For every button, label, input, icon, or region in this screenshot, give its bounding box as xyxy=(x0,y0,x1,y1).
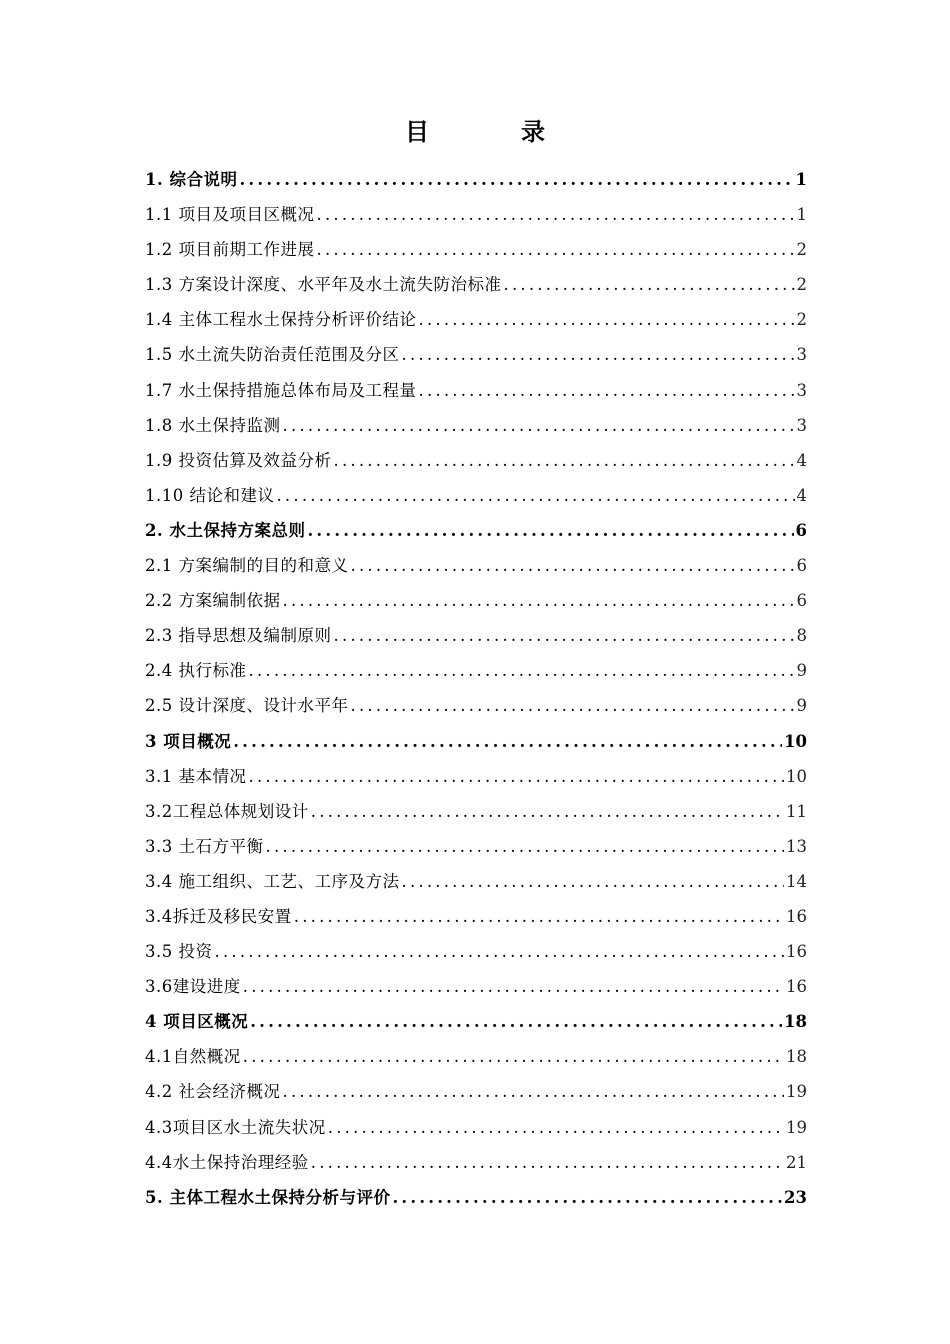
toc-entry-page-number: 3 xyxy=(796,415,807,435)
toc-entry-page-number: 9 xyxy=(796,696,807,716)
toc-entry[interactable] xyxy=(145,1110,807,1145)
toc-entry-label: 1.7 水土保持措施总体布局及工程量 xyxy=(145,380,417,400)
toc-entry-label: 3 项目概况 xyxy=(145,731,232,751)
toc-entry[interactable] xyxy=(145,1180,807,1215)
toc-entry-page-number: 10 xyxy=(786,766,807,786)
toc-dot-leader xyxy=(276,478,794,513)
toc-dot-leader xyxy=(392,1180,782,1215)
toc-entry-page-number: 1 xyxy=(796,205,807,225)
toc-entry-page-number: 18 xyxy=(784,1012,807,1032)
toc-entry-page-number: 10 xyxy=(784,731,807,751)
toc-dot-leader xyxy=(504,267,795,302)
toc-dot-leader xyxy=(402,337,795,372)
toc-entry-label: 1.5 水土流失防治责任范围及分区 xyxy=(145,345,400,365)
toc-title: 目 录 xyxy=(405,117,579,146)
toc-dot-leader xyxy=(283,408,795,443)
toc-dot-leader xyxy=(402,864,785,899)
toc-entry-page-number: 3 xyxy=(796,345,807,365)
toc-entry[interactable] xyxy=(145,794,807,829)
toc-entry[interactable] xyxy=(145,1145,807,1180)
toc-entry[interactable] xyxy=(145,688,807,723)
toc-dot-leader xyxy=(317,232,795,267)
toc-entry-page-number: 16 xyxy=(786,942,807,962)
toc-dot-leader xyxy=(249,653,795,688)
toc-entry-label: 1.10 结论和建议 xyxy=(145,485,275,505)
toc-entry-label: 4.4水土保持治理经验 xyxy=(145,1152,309,1172)
toc-entry-label: 4.1自然概况 xyxy=(145,1047,241,1067)
toc-dot-leader xyxy=(233,724,782,759)
toc-entry[interactable] xyxy=(145,162,807,197)
toc-entry-page-number: 16 xyxy=(786,977,807,997)
toc-entry-label: 5. 主体工程水土保持分析与评价 xyxy=(145,1187,391,1207)
toc-dot-leader xyxy=(266,829,785,864)
toc-entry-label: 3.6建设进度 xyxy=(145,977,241,997)
toc-entry[interactable] xyxy=(145,1074,807,1109)
toc-entry-page-number: 2 xyxy=(796,310,807,330)
toc-entry-label: 1.4 主体工程水土保持分析评价结论 xyxy=(145,310,417,330)
toc-dot-leader xyxy=(243,969,784,1004)
toc-entry[interactable] xyxy=(145,1039,807,1074)
toc-dot-leader xyxy=(311,1145,784,1180)
toc-entry-label: 3.2工程总体规划设计 xyxy=(145,801,309,821)
toc-dot-leader xyxy=(249,759,785,794)
toc-entry-label: 3.4拆迁及移民安置 xyxy=(145,906,292,926)
toc-entry[interactable] xyxy=(145,864,807,899)
toc-dot-leader xyxy=(419,302,795,337)
toc-entry-page-number: 8 xyxy=(796,626,807,646)
toc-entry-page-number: 19 xyxy=(786,1082,807,1102)
toc-entry-page-number: 6 xyxy=(796,591,807,611)
toc-entry[interactable] xyxy=(145,408,807,443)
toc-entry-label: 4 项目区概况 xyxy=(145,1012,249,1032)
toc-dot-leader xyxy=(328,1110,784,1145)
toc-list xyxy=(145,162,807,1215)
toc-entry[interactable] xyxy=(145,759,807,794)
toc-entry-page-number: 18 xyxy=(786,1047,807,1067)
toc-entry-label: 1.8 水土保持监测 xyxy=(145,415,281,435)
toc-entry-label: 3.1 基本情况 xyxy=(145,766,247,786)
toc-entry-page-number: 9 xyxy=(796,661,807,681)
toc-dot-leader xyxy=(419,373,795,408)
toc-dot-leader xyxy=(334,443,795,478)
toc-entry[interactable] xyxy=(145,373,807,408)
toc-entry-label: 2. 水土保持方案总则 xyxy=(145,520,306,540)
toc-entry[interactable] xyxy=(145,548,807,583)
toc-entry-page-number: 6 xyxy=(796,556,807,576)
toc-dot-leader xyxy=(243,1039,784,1074)
toc-entry-page-number: 3 xyxy=(796,380,807,400)
toc-entry[interactable] xyxy=(145,337,807,372)
toc-entry-page-number: 1 xyxy=(795,170,807,189)
toc-entry[interactable] xyxy=(145,1004,807,1039)
toc-entry[interactable] xyxy=(145,267,807,302)
toc-entry[interactable] xyxy=(145,969,807,1004)
toc-entry-page-number: 23 xyxy=(784,1187,807,1207)
toc-dot-leader xyxy=(250,1004,782,1039)
toc-dot-leader xyxy=(334,618,795,653)
toc-dot-leader xyxy=(294,899,784,934)
toc-entry-page-number: 11 xyxy=(786,801,807,821)
toc-entry[interactable] xyxy=(145,829,807,864)
toc-entry-page-number: 4 xyxy=(796,485,807,505)
toc-entry-page-number: 21 xyxy=(786,1152,807,1172)
toc-entry[interactable] xyxy=(145,443,807,478)
toc-dot-leader xyxy=(239,162,793,197)
toc-entry[interactable] xyxy=(145,724,807,759)
toc-entry-label: 2.5 设计深度、设计水平年 xyxy=(145,696,349,716)
toc-entry-label: 2.2 方案编制依据 xyxy=(145,591,281,611)
toc-entry-page-number: 4 xyxy=(796,450,807,470)
toc-entry-label: 2.1 方案编制的目的和意义 xyxy=(145,556,349,576)
toc-entry[interactable] xyxy=(145,934,807,969)
toc-dot-leader xyxy=(215,934,785,969)
toc-entry-page-number: 6 xyxy=(795,520,807,540)
toc-entry-page-number: 19 xyxy=(786,1117,807,1137)
toc-dot-leader xyxy=(307,513,793,548)
toc-entry-label: 2.4 执行标准 xyxy=(145,661,247,681)
toc-entry[interactable] xyxy=(145,478,807,513)
toc-entry-label: 1. 综合说明 xyxy=(145,170,238,189)
toc-dot-leader xyxy=(317,197,795,232)
toc-entry[interactable] xyxy=(145,618,807,653)
toc-entry-page-number: 2 xyxy=(796,275,807,295)
toc-dot-leader xyxy=(283,1074,785,1109)
toc-entry[interactable] xyxy=(145,899,807,934)
toc-entry-label: 2.3 指导思想及编制原则 xyxy=(145,626,332,646)
toc-entry-label: 4.2 社会经济概况 xyxy=(145,1082,281,1102)
toc-entry-page-number: 16 xyxy=(786,906,807,926)
toc-entry-page-number: 2 xyxy=(796,240,807,260)
toc-entry-label: 3.5 投资 xyxy=(145,942,213,962)
toc-entry[interactable] xyxy=(145,653,807,688)
toc-entry-label: 3.4 施工组织、工艺、工序及方法 xyxy=(145,871,400,891)
toc-entry[interactable] xyxy=(145,513,807,548)
toc-entry[interactable] xyxy=(145,197,807,232)
toc-entry-label: 1.2 项目前期工作进展 xyxy=(145,240,315,260)
toc-entry-page-number: 14 xyxy=(786,871,807,891)
toc-dot-leader xyxy=(283,583,795,618)
toc-entry-page-number: 13 xyxy=(786,836,807,856)
toc-dot-leader xyxy=(351,548,795,583)
toc-entry-label: 1.9 投资估算及效益分析 xyxy=(145,450,332,470)
toc-entry-label: 4.3项目区水土流失状况 xyxy=(145,1117,326,1137)
toc-dot-leader xyxy=(351,688,795,723)
toc-entry-label: 1.1 项目及项目区概况 xyxy=(145,205,315,225)
toc-entry[interactable] xyxy=(145,232,807,267)
toc-entry-label: 3.3 土石方平衡 xyxy=(145,836,264,856)
toc-entry[interactable] xyxy=(145,583,807,618)
toc-dot-leader xyxy=(311,794,784,829)
toc-entry-label: 1.3 方案设计深度、水平年及水土流失防治标准 xyxy=(145,275,502,295)
toc-entry[interactable] xyxy=(145,302,807,337)
